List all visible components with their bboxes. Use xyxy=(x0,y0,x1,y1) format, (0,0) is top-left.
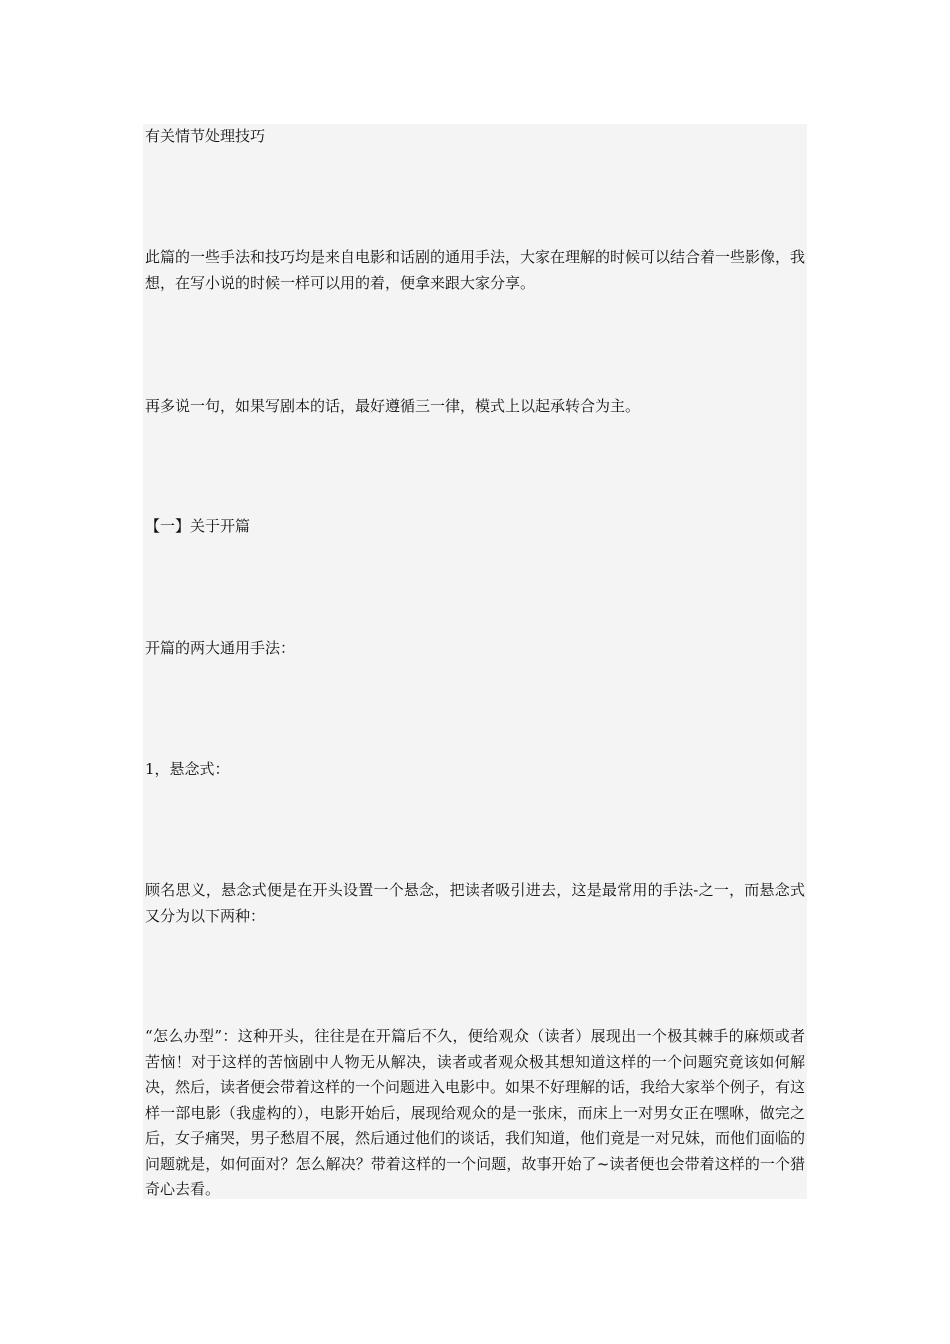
methods-heading: 开篇的两大通用手法： xyxy=(145,639,296,657)
intro-paragraph: 此篇的一些手法和技巧均是来自电影和话剧的通用手法，大家在理解的时候可以结合着一些影像，我想，在写小说的时候一样可以用的着，便拿来跟大家分享。 xyxy=(145,248,806,292)
section-heading: 【一】关于开篇 xyxy=(145,517,251,535)
document-title: 有关情节处理技巧 xyxy=(145,127,266,145)
note-paragraph: 再多说一句，如果写剧本的话，最好遵循三一律，模式上以起承转合为主。 xyxy=(145,397,641,415)
list-item-heading: 1，悬念式： xyxy=(145,760,230,778)
item-description-paragraph: 顾名思义，悬念式便是在开头设置一个悬念，把读者吸引进去，这是最常用的手法-之一，而悬念式又分为以下两种： xyxy=(145,881,805,925)
example-paragraph: “怎么办型”：这种开头，往往是在开篇后不久，便给观众（读者）展现出一个极其棘手的麻烦或者苦恼！对于这样的苦恼剧中人物无从解决，读者或者观众极其想知道这样的一个问题究竟该如何解决，然后，读者便会带着这样的一个问题进入电影中。如果不好理解的话，我给大家举个例子，有这样一部电影（我虚构的），电影开始后，展现给观众的是一张床，而床上一对男女正在嘿咻，做完之后，女子痛哭，男子愁眉不展，然后通过他们的谈话，我们知道，他们竟是一对兄妹，而他们面临的问题就是，如何面对？怎么解决？带着这样的一个问题，故事开始了~读者便也会带着这样的一个猎奇心去看。 xyxy=(145,1027,806,1198)
